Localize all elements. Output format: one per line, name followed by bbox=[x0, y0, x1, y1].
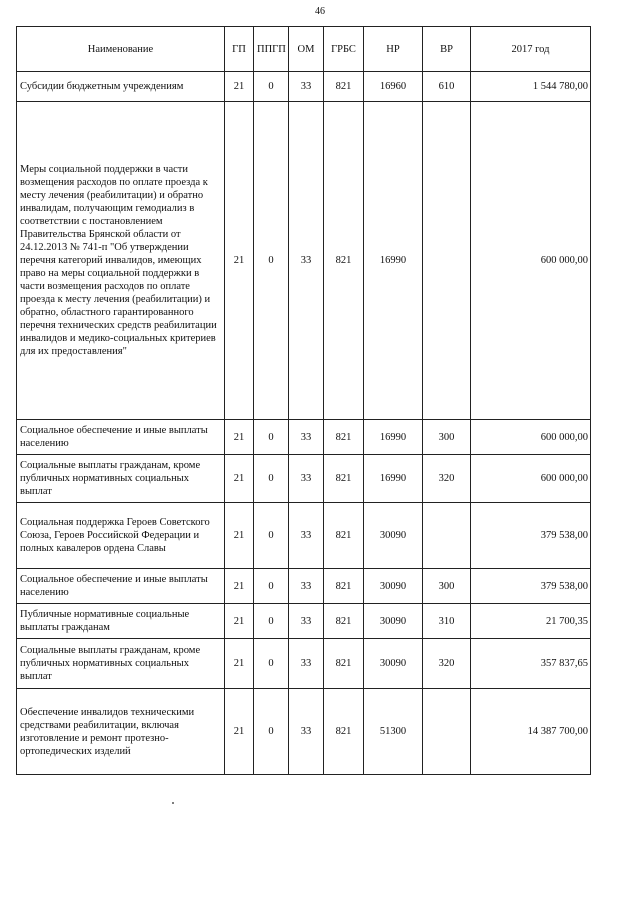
header-year: 2017 год bbox=[471, 27, 591, 72]
row-vr bbox=[423, 102, 471, 420]
table-row bbox=[17, 639, 591, 689]
row-name: Публичные нормативные социальные выплаты гражданам bbox=[17, 604, 225, 639]
row-amount: 600 000,00 bbox=[471, 420, 591, 455]
row-name: Субсидии бюджетным учреждениям bbox=[17, 72, 225, 102]
row-gp: 21 bbox=[225, 639, 254, 689]
header-ppgp: ППГП bbox=[254, 27, 289, 72]
row-amount: 21 700,35 bbox=[471, 604, 591, 639]
row-gp: 21 bbox=[225, 420, 254, 455]
row-vr: 320 bbox=[423, 455, 471, 503]
row-gp: 21 bbox=[225, 102, 254, 420]
row-om: 33 bbox=[289, 102, 324, 420]
table-row bbox=[17, 503, 591, 569]
row-nr: 30090 bbox=[364, 569, 423, 604]
row-nr: 16990 bbox=[364, 455, 423, 503]
table-row bbox=[17, 72, 591, 102]
row-nr: 16990 bbox=[364, 420, 423, 455]
row-amount: 379 538,00 bbox=[471, 503, 591, 569]
header-om: ОМ bbox=[289, 27, 324, 72]
row-om: 33 bbox=[289, 420, 324, 455]
row-vr: 610 bbox=[423, 72, 471, 102]
row-amount: 14 387 700,00 bbox=[471, 689, 591, 775]
budget-table bbox=[16, 26, 591, 775]
row-amount: 379 538,00 bbox=[471, 569, 591, 604]
row-gp: 21 bbox=[225, 455, 254, 503]
row-grbs: 821 bbox=[324, 639, 364, 689]
row-nr: 16990 bbox=[364, 102, 423, 420]
row-nr: 51300 bbox=[364, 689, 423, 775]
row-nr: 30090 bbox=[364, 503, 423, 569]
row-gp: 21 bbox=[225, 72, 254, 102]
row-ppgp: 0 bbox=[254, 420, 289, 455]
row-gp: 21 bbox=[225, 689, 254, 775]
row-grbs: 821 bbox=[324, 420, 364, 455]
row-ppgp: 0 bbox=[254, 102, 289, 420]
row-name: Обеспечение инвалидов техническими средствами реабилитации, включая изготовление и ремонт протезно-ортопедических изделий bbox=[17, 689, 225, 775]
row-om: 33 bbox=[289, 72, 324, 102]
row-vr: 320 bbox=[423, 639, 471, 689]
page-number: 46 bbox=[315, 6, 325, 17]
table-row bbox=[17, 604, 591, 639]
row-name: Меры социальной поддержки в части возмещения расходов по оплате проезда к месту лечения (реабилитации) и обратно инвалидам, получающим гемодиализ в соответствии с постановлением Правительства Брянской области от 24.12.2013 № 741-п "Об утверждении перечня категорий инвалидов, имеющих право на меры социальной поддержки в части возмещения расходов по оплате проезда к месту лечения (реабилитации) и обратно, областного гарантированного перечня технических средств реабилитации инвалидов и медико-социальных критериев для их предоставления" bbox=[17, 102, 225, 420]
row-vr bbox=[423, 503, 471, 569]
row-grbs: 821 bbox=[324, 503, 364, 569]
table-row bbox=[17, 102, 591, 420]
row-grbs: 821 bbox=[324, 72, 364, 102]
row-name: Социальное обеспечение и иные выплаты населению bbox=[17, 420, 225, 455]
row-grbs: 821 bbox=[324, 455, 364, 503]
row-om: 33 bbox=[289, 569, 324, 604]
header-nr: НР bbox=[364, 27, 423, 72]
row-vr: 300 bbox=[423, 569, 471, 604]
row-amount: 600 000,00 bbox=[471, 102, 591, 420]
header-name: Наименование bbox=[17, 27, 225, 72]
row-name: Социальные выплаты гражданам, кроме публичных нормативных социальных выплат bbox=[17, 639, 225, 689]
row-nr: 30090 bbox=[364, 604, 423, 639]
row-grbs: 821 bbox=[324, 102, 364, 420]
row-om: 33 bbox=[289, 604, 324, 639]
row-ppgp: 0 bbox=[254, 639, 289, 689]
table-header-row bbox=[17, 27, 591, 72]
row-name: Социальные выплаты гражданам, кроме публичных нормативных социальных выплат bbox=[17, 455, 225, 503]
row-om: 33 bbox=[289, 503, 324, 569]
row-vr bbox=[423, 689, 471, 775]
row-ppgp: 0 bbox=[254, 604, 289, 639]
row-ppgp: 0 bbox=[254, 569, 289, 604]
row-grbs: 821 bbox=[324, 689, 364, 775]
row-amount: 357 837,65 bbox=[471, 639, 591, 689]
row-name: Социальная поддержка Героев Советского Союза, Героев Российской Федерации и полных кавалеров ордена Славы bbox=[17, 503, 225, 569]
header-grbs: ГРБС bbox=[324, 27, 364, 72]
row-grbs: 821 bbox=[324, 604, 364, 639]
row-ppgp: 0 bbox=[254, 689, 289, 775]
row-gp: 21 bbox=[225, 569, 254, 604]
row-grbs: 821 bbox=[324, 569, 364, 604]
row-ppgp: 0 bbox=[254, 455, 289, 503]
row-amount: 1 544 780,00 bbox=[471, 72, 591, 102]
header-gp: ГП bbox=[225, 27, 254, 72]
table-row bbox=[17, 689, 591, 775]
row-amount: 600 000,00 bbox=[471, 455, 591, 503]
row-om: 33 bbox=[289, 639, 324, 689]
row-ppgp: 0 bbox=[254, 72, 289, 102]
row-nr: 30090 bbox=[364, 639, 423, 689]
row-vr: 300 bbox=[423, 420, 471, 455]
row-gp: 21 bbox=[225, 503, 254, 569]
table-row bbox=[17, 455, 591, 503]
row-om: 33 bbox=[289, 689, 324, 775]
table-row bbox=[17, 569, 591, 604]
row-om: 33 bbox=[289, 455, 324, 503]
row-gp: 21 bbox=[225, 604, 254, 639]
table-row bbox=[17, 420, 591, 455]
row-ppgp: 0 bbox=[254, 503, 289, 569]
row-vr: 310 bbox=[423, 604, 471, 639]
scan-speck bbox=[172, 802, 174, 804]
header-vr: ВР bbox=[423, 27, 471, 72]
row-nr: 16960 bbox=[364, 72, 423, 102]
row-name: Социальное обеспечение и иные выплаты населению bbox=[17, 569, 225, 604]
